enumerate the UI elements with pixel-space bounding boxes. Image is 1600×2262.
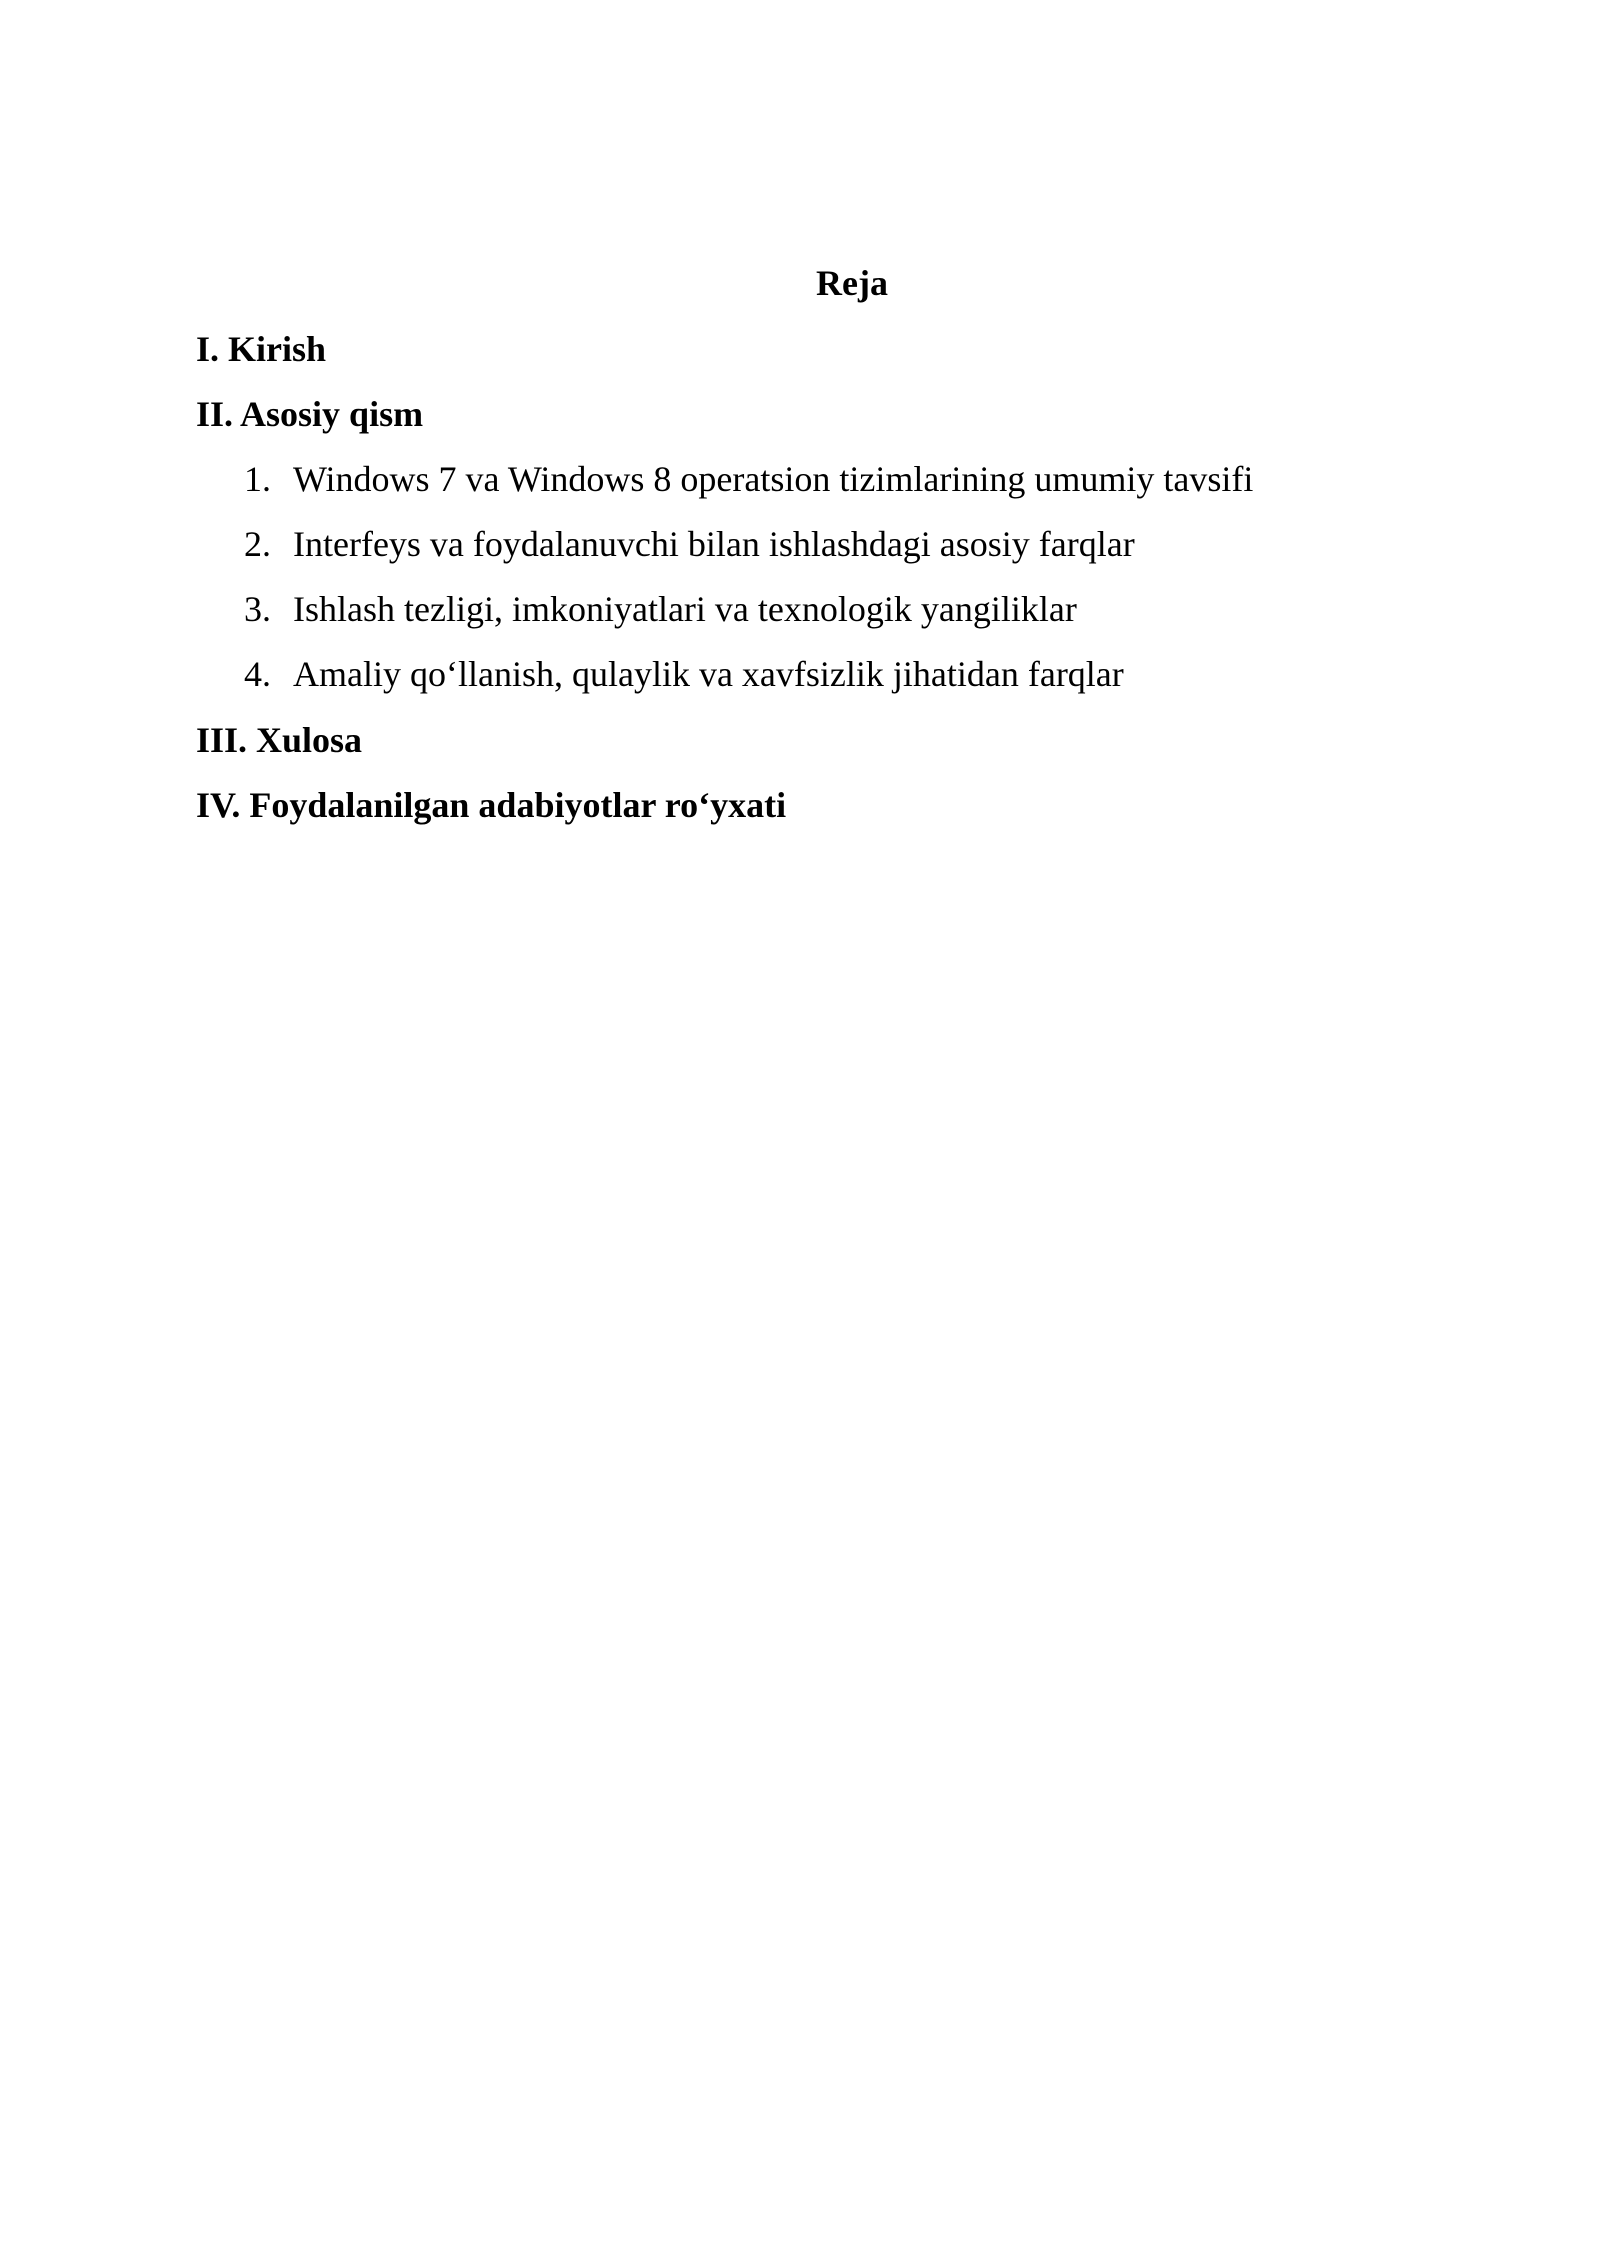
list-item (0, 586, 1600, 632)
list-item-number: 3. (244, 589, 271, 629)
list-item (0, 456, 1600, 502)
section-heading-introduction: I. Kirish (196, 329, 327, 369)
section-heading-main-part: II. Asosiy qism (196, 394, 424, 434)
section-heading-conclusion: III. Xulosa (196, 720, 363, 760)
list-item (0, 651, 1600, 697)
list-item-number: 1. (244, 459, 271, 499)
list-item-text: Interfeys va foydalanuvchi bilan ishlashdagi asosiy farqlar (293, 524, 1135, 564)
page-title: Reja (816, 263, 888, 303)
list-item (0, 521, 1600, 567)
list-item-text: Amaliy qo‘llanish, qulaylik va xavfsizlik jihatidan farqlar (293, 654, 1124, 694)
section-heading-references: IV. Foydalanilgan adabiyotlar ro‘yxati (196, 785, 787, 825)
list-item-number: 4. (244, 654, 271, 694)
list-item-text: Ishlash tezligi, imkoniyatlari va texnologik yangiliklar (293, 589, 1077, 629)
list-item-number: 2. (244, 524, 271, 564)
list-item-text: Windows 7 va Windows 8 operatsion tizimlarining umumiy tavsifi (293, 459, 1254, 499)
